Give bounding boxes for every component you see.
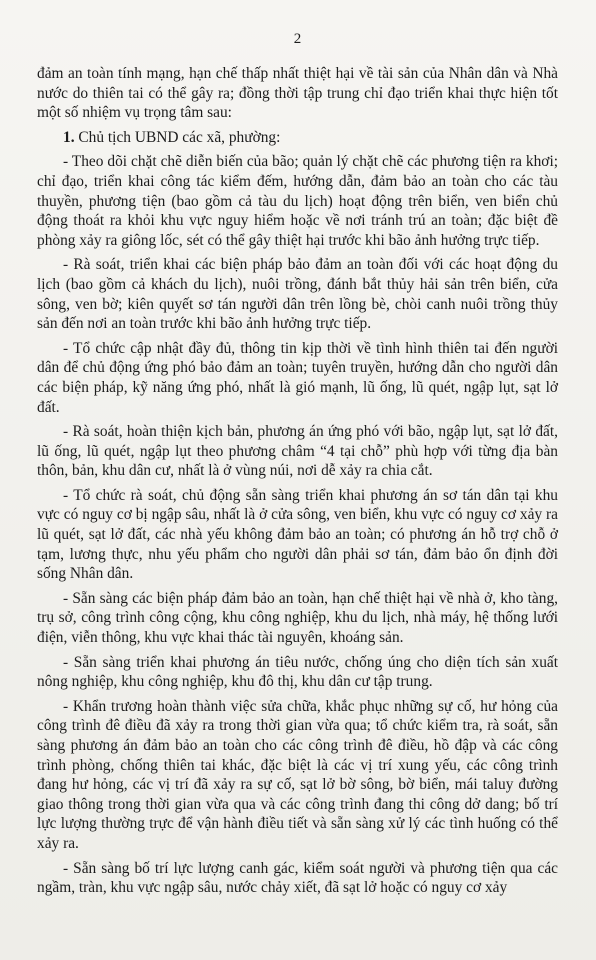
- section-heading: [37, 128, 558, 148]
- item-paragraph: - Tổ chức cập nhật đầy đủ, thông tin kịp thời về tình hình thiên tai đến người dân để chủ động ứng phó bảo đảm an toàn; tuyên truyền, hướng dẫn cho người dân các biện pháp, kỹ năng ứng phó, nhất là gió mạnh, lũ ống, lũ quét, ngập lụt, sạt lở đất.: [37, 339, 558, 416]
- section-title: Chủ tịch UBND các xã, phường:: [78, 128, 281, 146]
- section-number: 1.: [63, 128, 75, 146]
- item-paragraph: - Rà soát, hoàn thiện kịch bản, phương án ứng phó với bão, ngập lụt, sạt lở đất, lũ ống, lũ quét, ngập lụt theo phương châm “4 tại chỗ” phù hợp với từng địa bàn thôn, bản, khu dân cư, nhất là ở vùng núi, nơi dễ xảy ra chia cắt.: [37, 423, 558, 480]
- item-paragraph: - Sẵn sàng các biện pháp đảm bảo an toàn, hạn chế thiệt hại về nhà ở, kho tàng, trụ sở, công trình công cộng, khu công nghiệp, khu du lịch, nhà máy, hệ thống lưới điện, viễn thông, khu vực khai thác tài nguyên, khoáng sản.: [37, 589, 558, 647]
- intro-paragraph: đảm an toàn tính mạng, hạn chế thấp nhất thiệt hại về tài sản của Nhân dân và Nhà nước do thiên tai có thể gây ra; đồng thời tập trung chỉ đạo triển khai thực hiện tốt một số nhiệm vụ trọng tâm sau:: [37, 65, 558, 122]
- document-body: [37, 64, 558, 898]
- item-paragraph: - Sẵn sàng bố trí lực lượng canh gác, kiểm soát người và phương tiện qua các ngầm, tràn, khu vực ngập sâu, nước chảy xiết, đã sạt lở hoặc có nguy cơ xảy: [37, 859, 558, 897]
- page-number: 2: [293, 31, 302, 47]
- item-paragraph: - Sẵn sàng triển khai phương án tiêu nước, chống úng cho diện tích sản xuất nông nghiệp, khu công nghiệp, khu đô thị, khu dân cư tập trung.: [37, 653, 558, 691]
- item-paragraph: - Theo dõi chặt chẽ diễn biến của bão; quản lý chặt chẽ các phương tiện ra khơi; chỉ đạo, triển khai công tác kiểm đếm, hướng dẫn, đảm bảo an toàn cho các tàu thuyền, phương tiện (bao gồm cả tàu du lịch) hoạt động trên biển, ven biển chủ động thoát ra khỏi khu vực nguy hiểm hoặc về nơi tránh trú an toàn; đặc biệt đề phòng xảy ra giông lốc, sét có thể gây thiệt hại trước khi bão ảnh hưởng trực tiếp.: [37, 153, 558, 249]
- item-paragraph: - Tổ chức rà soát, chủ động sẵn sàng triển khai phương án sơ tán dân tại khu vực có nguy cơ bị ngập sâu, nhất là ở cửa sông, ven biển, khu vực có nguy cơ xảy ra lũ quét, sạt lở đất, các nhà yếu không đảm bảo an toàn; có phương án hỗ trợ chỗ ở tạm, lương thực, nhu yếu phẩm cho người dân phải sơ tán, đảm bảo ổn định đời sống Nhân dân.: [37, 486, 558, 583]
- item-paragraph: - Khẩn trương hoàn thành việc sửa chữa, khắc phục những sự cố, hư hỏng của công trình đê điều đã xảy ra trong thời gian vừa qua; tổ chức kiểm tra, rà soát, sẵn sàng phương án đảm bảo an toàn cho các công trình đê điều, hồ đập và các công trình phòng, chống thiên tai khác, đặc biệt là các vị trí xung yếu, các công trình đang hư hỏng, các vị trí đã xảy ra sự cố, sạt lở bờ sông, bờ biển, mái taluy đường giao thông trong thời gian vừa qua và các công trình đang thi công dở dang; bố trí lực lượng thường trực để vận hành điều tiết và sẵn sàng xử lý các tình huống có thể xảy ra.: [37, 697, 558, 852]
- item-paragraph: - Rà soát, triển khai các biện pháp bảo đảm an toàn đối với các hoạt động du lịch (bao gồm cả khách du lịch), nuôi trồng, đánh bắt thủy hải sản trên biển, cửa sông, ven bờ; kiên quyết sơ tán người dân trên lồng bè, chòi canh nuôi trồng thủy sản đến nơi an toàn trước khi bão ảnh hưởng trực tiếp.: [37, 256, 558, 333]
